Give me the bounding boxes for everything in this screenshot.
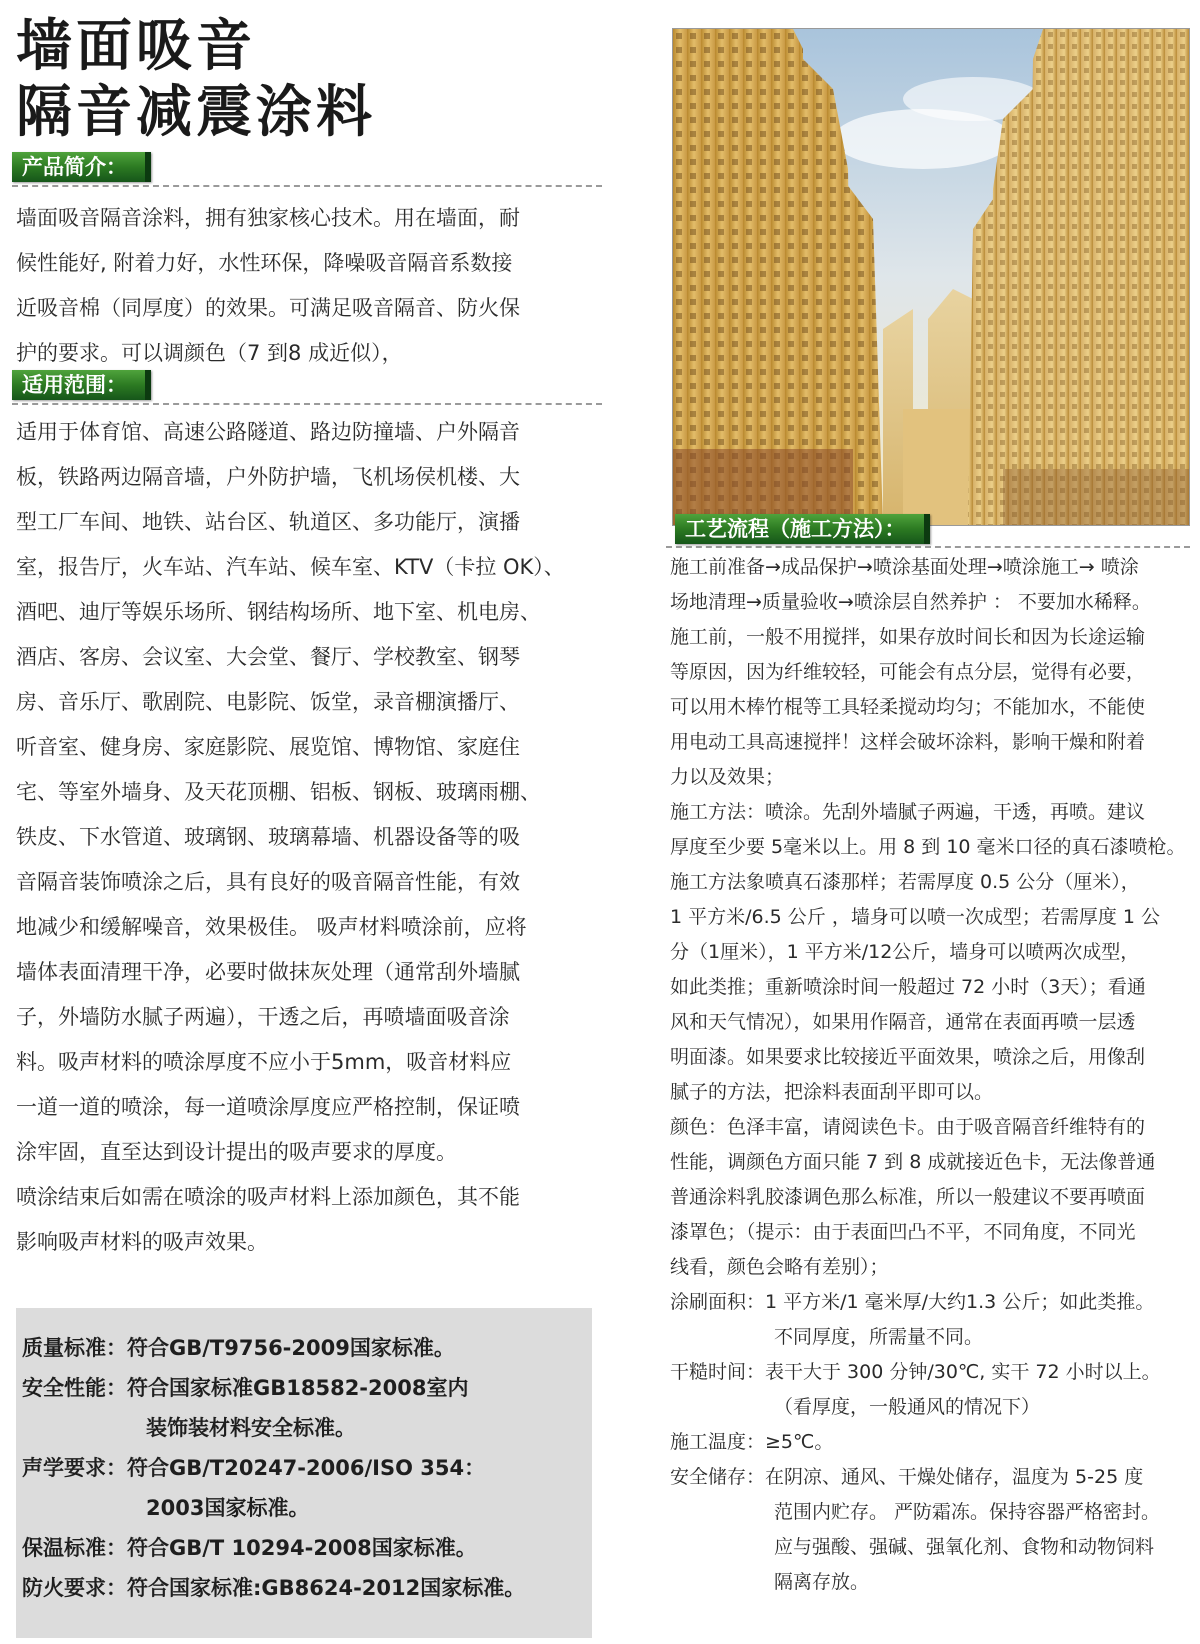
standard-value: 符合国家标准GB18582-2008室内	[127, 1376, 469, 1400]
standard-label: 质量标准：	[22, 1336, 127, 1360]
process-line: 施工方法：喷涂。先刮外墙腻子两遍，干透，再喷。建议	[670, 801, 1146, 823]
process-line: 等原因，因为纤维较轻，可能会有点分层，觉得有必要，	[670, 661, 1146, 683]
process-line: 范围内贮存。 严防霜冻。保持容器严格密封。	[774, 1501, 1161, 1523]
process-line: 不同厚度，所需量不同。	[774, 1326, 984, 1348]
process-line: 如此类推；重新喷涂时间一般超过 72 小时（3天）；看通	[670, 976, 1146, 998]
process-line: 力以及效果；	[670, 766, 785, 788]
process-line: 施工温度：≥5℃。	[670, 1431, 834, 1453]
title-line-1: 墙面吸音	[16, 13, 256, 79]
process-line: 应与强酸、强碱、强氧化剂、食物和动物饲料	[774, 1536, 1155, 1558]
standard-label: 防火要求：	[22, 1576, 127, 1600]
scope-text	[16, 410, 601, 1265]
standard-value-cont: 2003国家标准。	[146, 1496, 310, 1520]
intro-line: 墙面吸音隔音涂料，拥有独家核心技术。用在墙面，耐	[16, 206, 520, 230]
process-line: 性能，调颜色方面只能 7 到 8 成就接近色卡，无法像普通	[670, 1151, 1156, 1173]
standard-value: 符合国家标准:GB8624-2012国家标准。	[127, 1576, 526, 1600]
scope-line: 子，外墙防水腻子两遍），干透之后，再喷墙面吸音涂	[16, 1005, 510, 1029]
standard-label: 安全性能：	[22, 1376, 127, 1400]
scope-line: 一道一道的喷涂，每一道喷涂厚度应严格控制，保证喷	[16, 1095, 520, 1119]
high-rise-buildings-photo	[672, 28, 1190, 526]
process-line: 施工前，一般不用搅拌，如果存放时间长和因为长途运输	[670, 626, 1146, 648]
scope-line: 酒店、客房、会议室、大会堂、餐厅、学校教室、钢琴	[16, 645, 520, 669]
intro-line: 候性能好, 附着力好，水性环保，降噪吸音隔音系数接	[16, 251, 513, 275]
process-line: 可以用木棒竹棍等工具轻柔搅动均匀；不能加水，不能使	[670, 696, 1146, 718]
scope-line: 宅、等室外墙身、及天花顶棚、铝板、钢板、玻璃雨棚、	[16, 780, 541, 804]
standard-label: 保温标准：	[22, 1536, 127, 1560]
process-line: 安全储存：在阴凉、通风、干燥处储存，温度为 5-25 度	[670, 1466, 1144, 1488]
process-line: 腻子的方法，把涂料表面刮平即可以。	[670, 1081, 994, 1103]
standard-value: 符合GB/T 10294-2008国家标准。	[127, 1536, 477, 1560]
intro-text	[16, 196, 601, 376]
process-line: 隔离存放。	[774, 1571, 870, 1593]
section-tag-scope: 适用范围：	[12, 370, 151, 400]
section-tag-process: 工艺流程（施工方法）：	[675, 514, 930, 544]
section-tag-intro: 产品简介：	[12, 152, 151, 182]
scope-line: 适用于体育馆、高速公路隧道、路边防撞墙、户外隔音	[16, 420, 520, 444]
process-line: 施工前准备→成品保护→喷涂基面处理→喷涂施工→ 喷涂	[670, 556, 1139, 578]
process-line: 分（1厘米），1 平方米/12公斤，墙身可以喷两次成型，	[670, 941, 1140, 963]
divider	[666, 546, 1190, 548]
scope-line: 铁皮、下水管道、玻璃钢、玻璃幕墙、机器设备等的吸	[16, 825, 520, 849]
process-line: （看厚度，一般通风的情况下）	[774, 1396, 1041, 1418]
standard-value-cont: 装饰装材料安全标准。	[146, 1416, 356, 1440]
process-line: 明面漆。如果要求比较接近平面效果，喷涂之后，用像刮	[670, 1046, 1146, 1068]
scope-line: 喷涂结束后如需在喷涂的吸声材料上添加颜色，其不能	[16, 1185, 520, 1209]
process-line: 用电动工具高速搅拌！这样会破坏涂料，影响干燥和附着	[670, 731, 1146, 753]
scope-line: 听音室、健身房、家庭影院、展览馆、博物馆、家庭住	[16, 735, 520, 759]
process-line: 线看，颜色会略有差别）；	[670, 1256, 889, 1278]
scope-line: 酒吧、迪厅等娱乐场所、钢结构场所、地下室、机电房、	[16, 600, 541, 624]
standard-fire	[22, 1568, 572, 1608]
standard-insulation	[22, 1528, 572, 1568]
divider	[12, 185, 602, 187]
scope-line: 音隔音装饰喷涂之后，具有良好的吸音隔音性能，有效	[16, 870, 520, 894]
process-line: 施工方法象喷真石漆那样；若需厚度 0.5 公分（厘米），	[670, 871, 1140, 893]
divider	[12, 403, 602, 405]
process-line: 漆罩色；（提示：由于表面凹凸不平，不同角度，不同光	[670, 1221, 1136, 1243]
scope-line: 房、音乐厅、歌剧院、电影院、饭堂，录音棚演播厅、	[16, 690, 520, 714]
scope-line: 板，铁路两边隔音墙，户外防护墙，飞机场侯机楼、大	[16, 465, 520, 489]
standard-quality	[22, 1328, 572, 1368]
scope-line: 料。吸声材料的喷涂厚度不应小于5mm，吸音材料应	[16, 1050, 512, 1074]
standard-value: 符合GB/T20247-2006/ISO 354：	[127, 1456, 486, 1480]
scope-line: 型工厂车间、地铁、站台区、轨道区、多功能厅，演播	[16, 510, 520, 534]
process-line: 1 平方米/6.5 公斤 ，墙身可以喷一次成型；若需厚度 1 公	[670, 906, 1160, 928]
process-line: 干糙时间：表干大于 300 分钟/30℃, 实干 72 小时以上。	[670, 1361, 1161, 1383]
standard-acoustic	[22, 1448, 572, 1528]
process-text	[670, 550, 1190, 1600]
process-line: 颜色：色泽丰富，请阅读色卡。由于吸音隔音纤维特有的	[670, 1116, 1146, 1138]
intro-line: 护的要求。可以调颜色（7 到8 成近似），	[16, 341, 403, 365]
scope-line: 墙体表面清理干净，必要时做抹灰处理（通常刮外墙腻	[16, 960, 520, 984]
process-line: 风和天气情况），如果用作隔音，通常在表面再喷一层透	[670, 1011, 1136, 1033]
standard-value: 符合GB/T9756-2009国家标准。	[127, 1336, 455, 1360]
scope-line: 涂牢固，直至达到设计提出的吸声要求的厚度。	[16, 1140, 457, 1164]
intro-line: 近吸音棉（同厚度）的效果。可满足吸音隔音、防火保	[16, 296, 520, 320]
scope-line: 影响吸声材料的吸声效果。	[16, 1230, 268, 1254]
scope-line: 室，报告厅，火车站、汽车站、候车室、KTV（卡拉 OK）、	[16, 555, 565, 579]
title-line-2: 隔音减震涂料	[16, 79, 376, 145]
standard-safety	[22, 1368, 572, 1448]
process-line: 涂刷面积：1 平方米/1 毫米厚/大约1.3 公斤；如此类推。	[670, 1291, 1155, 1313]
scope-line: 地减少和缓解噪音，效果极佳。 吸声材料喷涂前，应将	[16, 915, 527, 939]
process-line: 场地清理→质量验收→喷涂层自然养护 ： 不要加水稀释。	[670, 591, 1151, 613]
process-line: 普通涂料乳胶漆调色那么标准，所以一般建议不要再喷面	[670, 1186, 1146, 1208]
standard-label: 声学要求：	[22, 1456, 127, 1480]
process-line: 厚度至少要 5毫米以上。用 8 到 10 毫米口径的真石漆喷枪。	[670, 836, 1186, 858]
